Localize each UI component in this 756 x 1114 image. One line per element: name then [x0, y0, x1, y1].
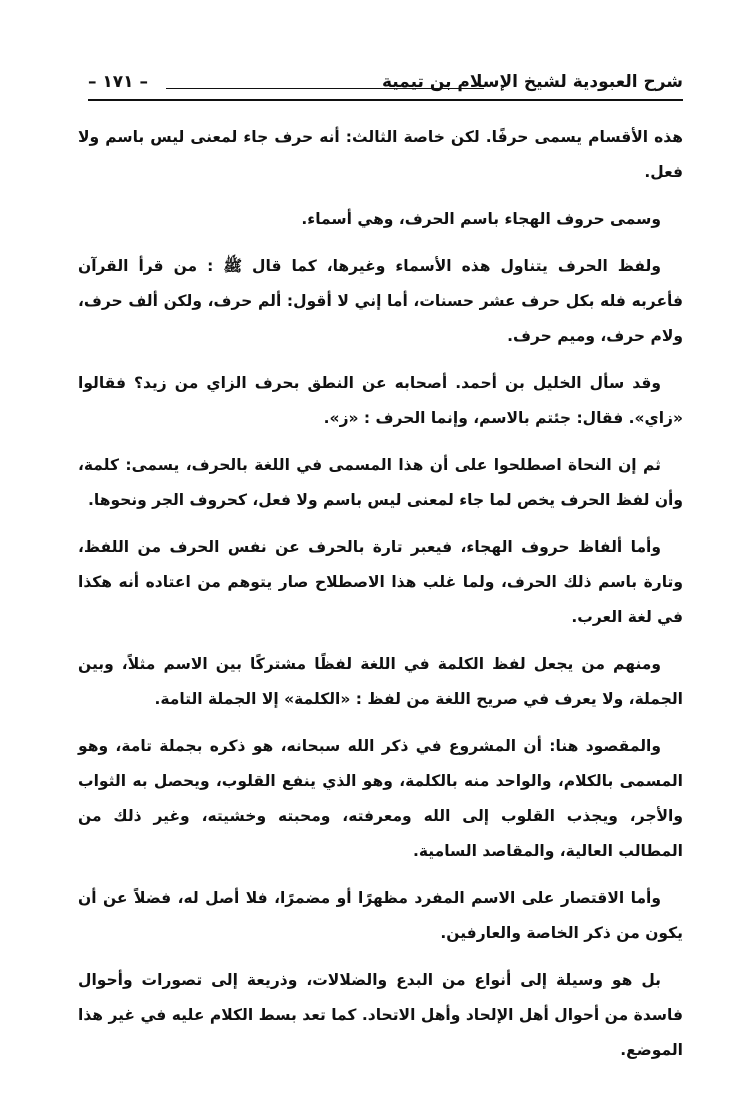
- page-number: – ١٧١ –: [88, 72, 148, 92]
- paragraph: وسمى حروف الهجاء باسم الحرف، وهي أسماء.: [301, 210, 661, 228]
- paragraph: وأما ألفاظ حروف الهجاء، فيعبر تارة بالحرف عن نفس الحرف من اللفظ، وتارة باسم ذلك الحرف، ولما غلب هذا الاصطلاح صار يتوهم من اعتاده أنه هكذا في لغة العرب.: [78, 538, 683, 626]
- page-header: [88, 72, 683, 102]
- header-rule: [88, 99, 683, 101]
- running-title: شرح العبودية لشيخ الإسلام بن تيمية: [381, 72, 683, 92]
- paragraph: ثم إن النحاة اصطلحوا على أن هذا المسمى في اللغة بالحرف، يسمى: كلمة، وأن لفظ الحرف يخص لما جاء لمعنى ليس باسم ولا فعل، كحروف الجر ونحوها.: [78, 456, 683, 509]
- page-body: [78, 120, 683, 1080]
- header-divider-line: [166, 88, 484, 89]
- paragraph: ومنهم من يجعل لفظ الكلمة في اللغة لفظًا مشتركًا بين الاسم مثلاً، وبين الجملة، ولا يعرف في صريح اللغة من لفظ : «الكلمة» إلا الجملة التامة.: [78, 655, 683, 708]
- paragraph: هذه الأقسام يسمى حرفًا. لكن خاصة الثالث: أنه حرف جاء لمعنى ليس باسم ولا فعل.: [78, 128, 683, 181]
- paragraph: وأما الاقتصار على الاسم المفرد مظهرًا أو مضمرًا، فلا أصل له، فضلاً عن أن يكون من ذكر الخاصة والعارفين.: [78, 889, 683, 942]
- paragraph: وقد سأل الخليل بن أحمد. أصحابه عن النطق بحرف الزاي من زيد؟ فقالوا «زاي». فقال: جئتم بالاسم، وإنما الحرف : «ز».: [78, 374, 683, 427]
- paragraph: بل هو وسيلة إلى أنواع من البدع والضلالات، وذريعة إلى تصورات وأحوال فاسدة من أحوال أهل الإلحاد وأهل الاتحاد. كما تعد بسط الكلام عليه في غير هذا الموضع.: [78, 971, 683, 1059]
- paragraph: والمقصود هنا: أن المشروع في ذكر الله سبحانه، هو ذكره بجملة تامة، وهو المسمى بالكلام، والواحد منه بالكلمة، وهو الذي ينفع القلوب، ويحصل به الثواب والأجر، ويجذب القلوب إلى الله ومعرفته، ومحبته وخشيته، وغير ذلك من المطالب العالية، والمقاصد السامية.: [78, 737, 683, 860]
- paragraph: ولفظ الحرف يتناول هذه الأسماء وغيرها، كما قال ﷺ : من قرأ القرآن فأعربه فله بكل حرف عشر حسنات، أما إني لا أقول: ألم حرف، ولكن ألف حرف، ولام حرف، وميم حرف.: [78, 257, 683, 345]
